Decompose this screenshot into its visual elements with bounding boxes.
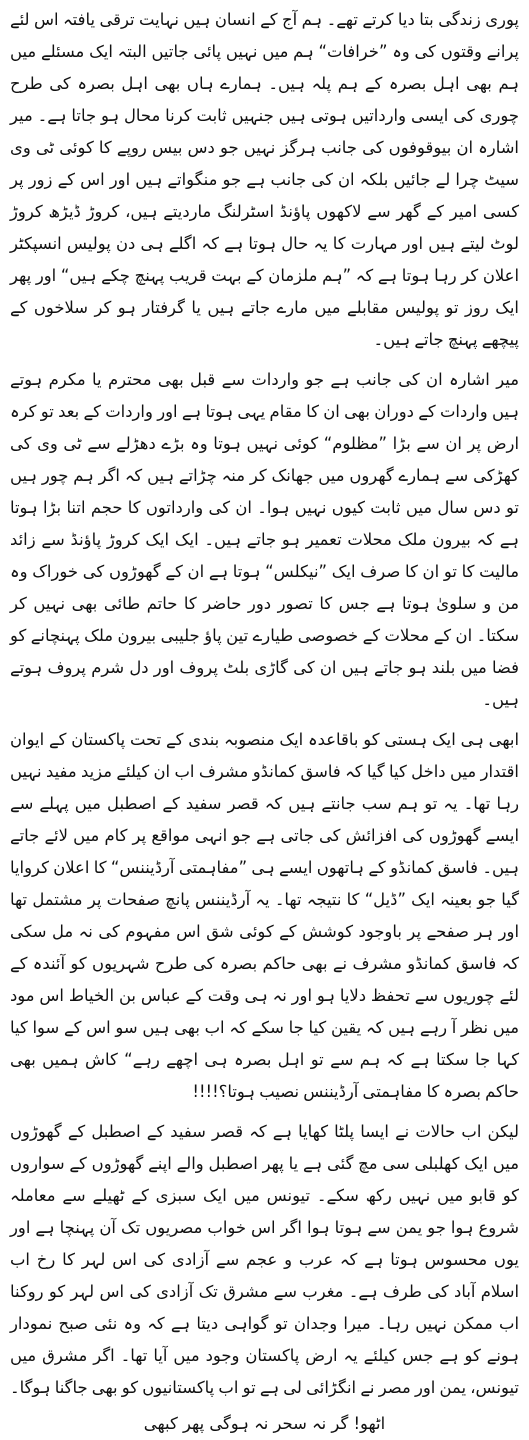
article-paragraph-3: ابھی ہی ایک ہستی کو باقاعدہ ایک منصوبہ بندی کے تحت پاکستان کے ایوان اقتدار میں داخل کیا گیا کہ فاسق کمانڈو مشرف اب ان کیلئے مزید مفید نہیں رہا تھا۔ یہ تو ہم سب جانتے ہیں کہ قصر سفید کے اصطبل میں پہلے سے ایسے گھوڑوں کی افزائش کی جاتی ہے جو انہی مواقع پر کام میں لائے جاتے ہیں۔ فاسق کمانڈو کے ہاتھوں ایسے ہی ”مفاہمتی آرڈیننس“ کا اعلان کروایا گیا جو بعینہ ایک ”ڈیل“ کا نتیجہ تھا۔ یہ آرڈیننس پانچ صفحات پر مشتمل تھا اور ہر صفحے پر باوجود کوشش کے کوئی شق اس مفہوم کی نہ مل سکی کہ فاسق کمانڈو مشرف نے بھی حاکم بصرہ کی طرح شہریوں کو آئندہ کے لئے چوریوں سے تحفظ دلایا ہو اور نہ ہی وقت کے عباس بن الخیاط اس مود میں نظر آ رہے ہیں کہ یقین کیا جا سکے کہ اب بھی ہیں سو اس کے سوا کیا کہا جا سکتا ہے کہ ہم سے تو اہل بصرہ ہی اچھے رہے“ کاش ہمیں بھی حاکم بصرہ کا مفاہمتی آرڈیننس نصیب ہوتا؟!!!! [10, 730, 519, 1101]
article-paragraph-2: میر اشارہ ان کی جانب ہے جو واردات سے قبل بھی محترم یا مکرم ہوتے ہیں واردات کے دوران بھی ان کا مقام یہی ہوتا ہے اور واردات کے بعد تو کرہ ارض پر ان سے بڑا ”مظلوم“ کوئی نہیں ہوتا وہ بڑے دھڑلے سے ٹی وی کی کھڑکی سے ہمارے گھروں میں جھانک کر منہ چڑاتے ہیں کہ اگر ہم چور ہیں تو دس سال میں ثابت کیوں نہیں ہوا۔ ان کی وارداتوں کا حجم اتنا بڑا ہوتا ہے کہ بیرون ملک محلات تعمیر ہو جاتے ہیں۔ ایک ایک کروڑ پاؤنڈ سے زائد مالیت کا تو ان کا صرف ایک ”نیکلس“ ہوتا ہے ان کے گھوڑوں کی خوراک وہ من و سلویٰ ہوتا ہے جس کا تصور دور حاضر کا حاتم طائی بھی نہیں کر سکتا۔ ان کے محلات کے خصوصی طیارے تین پاؤ جلیبی بیرون ملک پہنچانے کو فضا میں بلند ہو جاتے ہیں ان کی گاڑی بلٹ پروف اور دل شرم پروف ہوتے ہیں۔ [10, 370, 519, 709]
article-paragraph-1: پوری زندگی بتا دیا کرتے تھے۔ ہم آج کے انسان ہیں نہایت ترقی یافتہ اس لئے پرانے وقتوں کی وہ ”خرافات“ ہم میں نہیں پائی جاتیں البتہ ایک مسئلے میں ہم بھی اہل بصرہ کے ہم پلہ ہیں۔ ہمارے ہاں بھی اہل بصرہ کی طرح چوری کی ایسی وارداتیں ہوتی ہیں جنہیں ثابت کرنا محال ہو جاتا ہے۔ میر اشارہ ان بیوقوفوں کی جانب ہرگز نہیں جو دس بیس روپے کا کوئی ٹی وی سیٹ چرا لے جائیں بلکہ ان کی جانب ہے جو منگواتے ہیں اور اس کے زور پر کسی امیر کے گھر سے لاکھوں پاؤنڈ اسٹرلنگ ماردیتے ہیں، کروڑ ڈیڑھ کروڑ لوٹ لیتے ہیں اور مہارت کا یہ حال ہوتا ہے کہ اگلے ہی دن پولیس انسپکٹر اعلان کر رہا ہوتا ہے کہ ”ہم ملزمان کے بہت قریب پہنچ چکے ہیں“ اور پھر ایک روز تو پولیس مقابلے میں مارے جاتے ہیں یا گرفتار ہو کر سلاخوں کے پیچھے پہنچ جاتے ہیں۔ [10, 10, 519, 349]
article-closing-line: اٹھو! گر نہ سحر نہ ہوگی پھر کبھی [143, 1414, 386, 1433]
article-paragraph-4: لیکن اب حالات نے ایسا پلٹا کھایا ہے کہ قصر سفید کے اصطبل کے گھوڑوں میں ایک کھلبلی سی مچ گئی ہے یا پھر اصطبل والے اپنے گھوڑوں کے سواروں کو قابو میں نہیں رکھ سکے۔ تیونس میں ایک سبزی کے ٹھیلے سے معاملہ شروع ہوا جو یمن سے ہوتا ہوا اگر اس خواب مصریوں تک آن پہنچا ہے اور یوں محسوس ہوتا ہے کہ عرب و عجم سے آزادی کی اس لہر کا رخ اب اسلام آباد کی طرف ہے۔ مغرب سے مشرق تک آزادی کی اس لہر کو روکنا اب ممکن نہیں رہا۔ میرا وجدان تو گواہی دیتا ہے کہ وہ نئی صبح نمودار ہونے کو ہے جس کیلئے یہ ارض پاکستان وجود میں آیا تھا۔ اگر مشرق میں تیونس، یمن اور مصر نے انگڑائی لی ہے تو اب پاکستانیوں کو بھی جاگنا ہوگا۔ [10, 1122, 519, 1397]
